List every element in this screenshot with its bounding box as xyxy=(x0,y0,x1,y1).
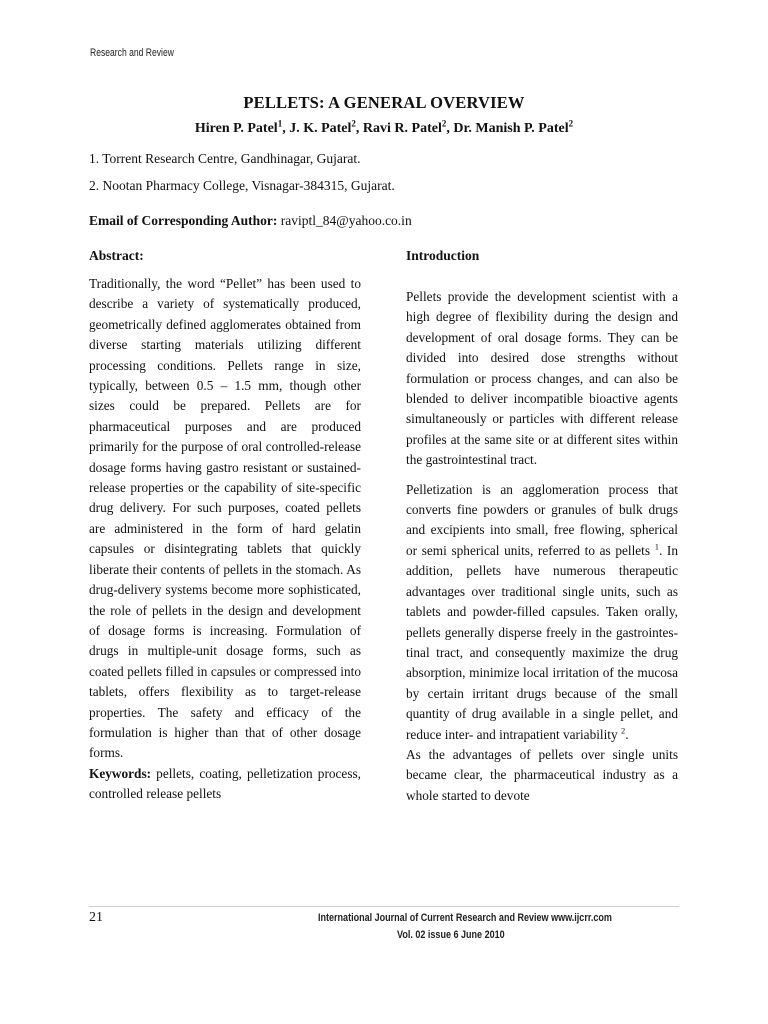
abstract-body: Traditionally, the word “Pellet” has been used to describe a variety of systematically produced, geometrically defined agglomerates obtained from diverse starting materials utilizing different processing conditions. Pellets range in size, typically, between 0.5 – 1.5 mm, though other sizes could be prepared. Pellets are for pharmaceutical purposes and are produced primarily for the purpose of oral controlled-release dosage forms having gastro resistant or sustained-release properties or the capability of site-specific drug delivery. For such purposes, coated pellets are administered in the form of hard gelatin capsules or disintegrating tablets that quickly liberate their contents of pellets in the stomach. As drug-delivery systems become more sophisticated, the role of pellets in the design and development of dosage forms is increasing. Formulation of drugs in multiple-unit dosage forms, such as coated pellets filled in capsules or compressed into tablets, offers flexibility as to target-release properties. The safety and efficacy of the formulation is higher than that of other dosage forms. xyxy=(89,276,361,761)
keywords-text: pellets, coating, pelletization process, controlled release pellets xyxy=(89,765,361,802)
author-affiliation-mark: 2 xyxy=(441,118,447,129)
abstract-column xyxy=(89,246,361,805)
keywords-label: Keywords: xyxy=(89,765,152,781)
affiliation-1: 1. Torrent Research Centre, Gandhinagar, Gujarat. xyxy=(89,151,361,166)
abstract-heading: Abstract: xyxy=(89,248,144,263)
keywords xyxy=(89,764,361,805)
citation-1: 1 xyxy=(654,541,659,552)
running-header: Research and Review xyxy=(90,47,174,59)
introduction-paragraph-2 xyxy=(406,480,678,745)
paragraph-text: . In addition, pellets have numerous therapeutic advantages over traditional single units, such as tablets and powder-filled capsules. Taken orally, pellets generally disperse freely in the gastrointes-tinal tract, and consequently maximize the drug absorption, minimize local irritation of the mucosa by certain irritant drugs because of the small quantity of drug available in a single pellet, and reduce inter- and intrapatient variability xyxy=(406,542,678,742)
paper-title: PELLETS: A GENERAL OVERVIEW xyxy=(243,93,525,112)
author-affiliation-mark: 2 xyxy=(568,118,574,129)
author-affiliation-mark: 1 xyxy=(277,118,283,129)
author-affiliation-mark: 2 xyxy=(351,118,356,129)
email-label: Email of Corresponding Author: xyxy=(89,213,278,228)
introduction-paragraph-1: Pellets provide the development scientist with a high degree of flexibility during the design and development of oral dosage forms. They can be divided into desired dose strengths without formulation or process changes, and can also be blended to deliver incompatible bioactive agents simultaneously or particles with different release profiles at the same site or at different sites within the gastrointestinal tract. xyxy=(406,289,678,468)
journal-volume: Vol. 02 issue 6 June 2010 xyxy=(397,929,505,941)
citation-2: 2 xyxy=(620,725,626,736)
introduction-column xyxy=(406,246,678,806)
introduction-heading: Introduction xyxy=(406,248,480,263)
email-address[interactable]: raviptl_84@yahoo.co.in xyxy=(280,213,412,228)
page-number: 21 xyxy=(89,910,103,925)
author-name: Dr. Manish P. Patel xyxy=(453,121,569,136)
footer-divider xyxy=(89,906,679,907)
author-name: Hiren P. Patel xyxy=(194,121,278,136)
author-name: Ravi R. Patel xyxy=(362,121,442,136)
author-list: Hiren P. Patel$^1$, J. K. Patel$^2$, Ravi R. Patel$^2$, Dr. Manish P. Patel$^2$ xyxy=(194,118,574,136)
introduction-paragraph-3: As the advantages of pellets over single units became clear, the pharmaceutical industry as a whole started to devote xyxy=(406,746,678,803)
affiliation-2: 2. Nootan Pharmacy College, Visnagar-384315, Gujarat. xyxy=(89,178,395,193)
journal-name: International Journal of Current Research and Review www.ijcrr.com xyxy=(318,912,612,924)
author-name: J. K. Patel xyxy=(289,121,352,136)
paragraph-text: . xyxy=(625,726,629,742)
paragraph-text: Pelletization is an agglomeration process that converts fine powders or granules of bulk drugs and excipients into small, free flowing, spherical or semi spherical units, referred to as pellets xyxy=(406,481,678,558)
corresponding-email xyxy=(89,213,412,229)
